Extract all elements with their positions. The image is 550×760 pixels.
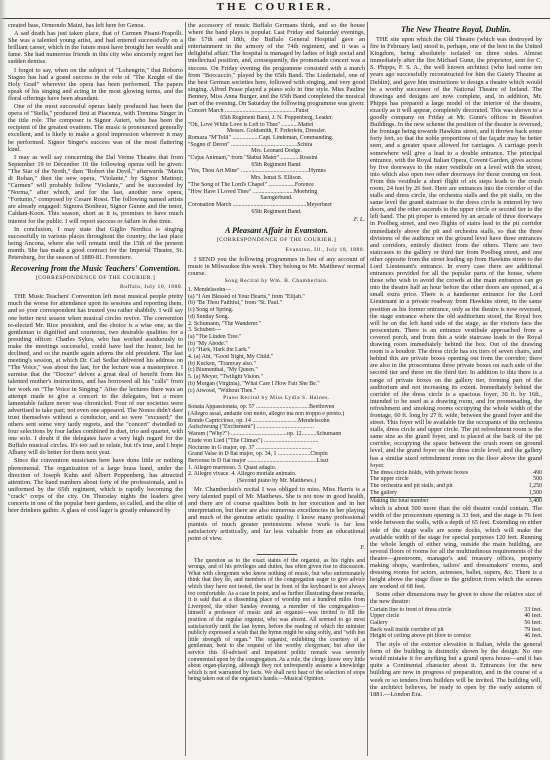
dimension-value: 79 feet. [524, 626, 542, 633]
dimensions-table [370, 607, 542, 641]
mid-para-0: the accessory of music Buffalo Germans think, and so the house where the band plays is popular. Last Friday and Saturday evenings, the 17th and 18th, the Buffalo General Hospital gave an entertainment in the armory of the 74th regiment, and it was a delightful affair. The hospital is managed by ladies of high social and intellectual position, and, consequently, the promenade concert was a success. On Friday evening the programme consisted with a march from "Boccaccio," played by the 65th Band. The Liedertafel, one of the best German societies here, followed with singing, and very good singing. Alfred Pease played a piano solo in fine style. Miss Pauline Benney, Miss Anna Burger, and the 65th Band completed the musical part of the evening. On Saturday the following programme was given: [188, 22, 365, 108]
left-para-2: I forgot to say, when on the subject of "Lohengrin," that Roberto Stagno has had a grand success in the role of "The Knight of the Holy Grail" wherever the opera has been performed. The papers speak of his singing and acting in the most glowing terms, and the floral offerings have been abundant. [8, 66, 183, 102]
capacity-total [370, 497, 542, 505]
signature: F. [360, 543, 365, 551]
divider [257, 554, 297, 555]
capacity-label: The dress circle holds, with private boxes [370, 469, 468, 476]
recital-item: (c) Atwood, "Without Thee." [188, 387, 257, 394]
recital-item: (b) Morgan (Virginia), "What Care I How Fair She Be." [188, 380, 320, 387]
piano-item: Rondo Capriccioso, op. 14 ...............................Mendelssohn [188, 417, 330, 424]
capacity-row [370, 490, 542, 497]
theatre-para-2: which is about 500 more than the old theatre could contain. The width of the proscenium opening is 33 feet, and the stage is 76 feet wide between the walls, with a depth of 65 feet. Extending on either side of the stage walls are scene docks, which will make the available width of the stage for special purposes 120 feet. Running the whole length of either wing, outside the main building, are several floors of rooms for all the multitudinous requirements of the theatre—greenroom, manager's and treasury offices, property making shops, wardrobes, tailors' and dressmakers' rooms, and dressing rooms for actors, actresses, ballet, supers, &c. There is a height above the stage floor to the gridiron from which the scenes are worked of 68 feet. [370, 505, 542, 591]
piano-list [188, 404, 365, 484]
programme-list [188, 108, 365, 215]
programme-item: Saengerbund. [260, 195, 293, 202]
left-para-4: I may as well say concerning the Dal Verme Theatre that from September 19 to December 10 the following operas will be given: "The Star of the North," then "Robert the Devil," afterwards "Maria di Rohan," then the new opera, "Violante," by Signor Mattoni; "Carmen" will probably follow "Violante," and be succeeded by "Norma," after which, and for the last, another new opera, "Fortunio," composed by Cesare Rossi. The following named artists are already engaged: Signora Bonheur, Signor Gunne and the tenor, Caldani-Koon. This season, short as it is, promises to have much interest for the public. I will report success or failure in due time. [8, 153, 183, 225]
dimension-label: Back wall inside corridor of pit [370, 626, 444, 633]
programme-item: Romaza "M'Tolli" ..................Capt. Lindeman, Commanding. [188, 134, 334, 141]
piano-item: Warum ("Why?") ......................................op. 12..........Schumann [188, 431, 342, 438]
capacity-value: 1,500 [528, 489, 542, 496]
signature: F. L. [353, 216, 365, 224]
piano-item: Etude von Lied ("The Climax") ..................................... [188, 437, 319, 444]
capacity-value: 490 [533, 469, 542, 476]
music-para-1: Since the convention musicians here have done little or nothing phenomenal. The organization of a large brass band, under the direction of Joseph Kuhn and Albert Poppenberg, has attracted attention. The band numbers about forty of the professionals, and is uniformed by the 65th regiment, which is rapidly becoming the "crack" corps of the city. On Thursday nights the leaders give concerts in one of the popular beer gardens, so called, and the elite of beer drinkers gather. A glass of cool lager is greatly enhanced by [8, 457, 183, 515]
recital-item: (d) Sunday Song. [188, 313, 230, 320]
heading-evanston: A Pleasant Affair in Evanston. [224, 226, 329, 236]
piano-item: Sonata Appassionata, op. 57 ....................................Beethoven [188, 404, 335, 411]
programme-item: 65th Regiment Band, J. N. Poppenberg, Leader. [220, 114, 333, 121]
recital-list [188, 287, 365, 394]
recital-item: (c) Song of Spring. [188, 307, 234, 314]
dimension-value: 33 feet. [524, 606, 542, 613]
heading-theatre-royal: The New Theatre Royal, Dublin. [400, 25, 512, 34]
dimension-value: 56 feet. [524, 619, 542, 626]
theatre-para-3: Some other dimensions may be given to show the relative size of the new theatre: [370, 591, 542, 606]
recital-item: 1. Mendelssohn— [188, 287, 232, 294]
capacity-value: 3,400 [528, 497, 542, 504]
correspondence-label: [CORRESPONDENCE OF THE COURIER.] [35, 275, 156, 282]
piano-recital-title: Piano Recital by Miss Lydia S. Haines. [223, 395, 330, 402]
column-right [370, 22, 542, 756]
programme-item: 65th Regiment Band. [251, 161, 302, 168]
column-left [8, 22, 183, 756]
recital-item: (c) Blumenthal, "My Queen." [188, 367, 258, 374]
programme-item: "Sogno d' Deron" .............................................Schira [188, 141, 313, 148]
binding-shadow [0, 0, 6, 760]
programme-item: Coronation March ..................................................Meyerbeer [188, 201, 332, 208]
evanston-intro: I SEND you the following programmes in lieu of any account of music in Milwaukee this week. They belong to Mr. Matthews' normal course. [188, 255, 365, 277]
piano-item: Nocturne in G major, op. 37 ...................................... [188, 444, 312, 451]
recital-item: (b) "My Abode." [188, 340, 228, 347]
left-para-5: In conclusion, I may state that Giglio Nordica is singing successfully in various places throughout the country, the last place being Ancona, where she will remain until the 15th of the present month. She has made a good contract for the Imperial Theatre, St. Petersburg, for the season of 1880-81. Forestiere. [8, 225, 183, 261]
evanston-closing: Mr. Chamberlain's recital I was obliged to miss. Miss Harris is a very talented pupil of Mr. Matthews. She is not now in good health, and there are of course qualities both in her execution and in her interpretation, but there are also numerous excellencies in her playing and much of the genuine artistic quality. I know many professional pianists of much greater pretensions whose work is far less satisfactory artistically, and far less valuable from an educational point of view. [188, 485, 365, 543]
heading-music-teachers: Recovering from the Music Teachers' Convention. [10, 264, 181, 274]
programme-item: "Cujus Animam," from "Stabat Mater" .............Rossini [188, 155, 318, 162]
column-rule-2 [367, 22, 368, 756]
dateline: Buffalo, July 10, 1880. [120, 284, 183, 291]
dimension-row [370, 633, 542, 640]
recital-item: (a) "The Linden Tree." [188, 333, 242, 340]
dimension-label: Gallery [370, 619, 388, 626]
column-middle [188, 22, 365, 756]
dimension-label: Curtain line to front of dress circle [370, 606, 452, 613]
piano-item: 1. Allegro marmoso. 3. Quasi adagio. [188, 464, 277, 471]
piano-item: Aufschwung ("Excitement") ....................................... [188, 424, 315, 431]
capacity-row [370, 483, 542, 490]
left-para-0: created bass, Ormondo Maini, has left here for Genoa. [8, 22, 145, 29]
dimension-row [370, 613, 542, 620]
dimension-row [370, 607, 542, 614]
theatre-para-4: The style of the exterior elevation is Italian, while the general form of the building is distinctly shown by the design. No one would mistake it for anything but a grand opera house—and it has quite a Continental character about it. Entrances for the new building are now in progress of preparation, and in the course of a week or so tenders from builders will be invited. The building will, the architect believes, be ready to open by the early autumn of 1881.—London Era. [370, 641, 542, 698]
programme-item: Concert March ................................................Faust [188, 108, 309, 115]
theatre-para-0: THE site upon which the Old Theatre (which was destroyed by fire in February last) stood is, perhaps, one of the best in the United Kingdom, being absolutely isolated on three sides. Almost immediately after the fire Michael Gunn, the proprietor, sent for C. S. Phipps, F. S. A., the well known architect (who had some ten years ago successfully reconstructed for him the Gaiety Theatre at Dublin), and gave him instructions to design a theatre which would be a worthy successor of the National Theatre of Ireland. The drawings and designs are now complete, and, in addition, Mr. Phipps has prepared a large model of the interior of the theatre, exactly as it will appear, completely decorated. This was shown to a goodly company on Friday at Mr. Gunn's offices in Beaufort Buildings. In the new scheme the position of the theatre is reversed, the frontage being towards Hawkins street, and it thrown back some forty feet, so that the noble proportions of the façade may be better seen, and a greater space allowed for carriages. A carriage porch somewhere will give a lead to a double entrance. The principal entrance, with the Royal Italian Opera, Covent Garden, gives access by five doorways to the outer vestibule on a level with the street, into which also open two other doorways for those coming on foot. From this vestibule a short flight of six steps leads to the crush room, 24 feet by 26 feet. Here are entrances into the corridor of the stalls and dress circle, the orchestra stalls and the pit stalls, on the same level the grand staircase to the dress circle is entered by two doors, and the other ascends to the upper circle or second tier to the left hand. The pit proper is entered by an arcade of three doorways in Poolbeg street, and two flights of stairs lead to the pit corridor immediately above the pit and orchestra stalls, so that the three divisions of the audience on the ground level have three entrances and corridors, entirely distinct from the others. There are two staircases to the gallery or third tier from Poolbeg street, and one other opposite from the street leading up from Hawkins street to the Lord Lieutenant's entrance. In every case there are additional entrances provided for all the popular parts of the house, where those who wish to avoid the crowds at the main entrances can go into the theatre half an hour before the other doors are opened, at a small extra price. There is a handsome entrance for the Lord Lieutenant in a private roadway from Hawkins street, in the same position as his former entrance, only as the theatre is now reversed, the stage entrance where the old auditorium stood, the Royal box will be on the left hand side of the stage, as the visitors face the proscenium. There is an entrance vestibule approached from a covered porch, and from this a wide staircase leads to the Royal drawing room immediately behind the box. Out of the drawing room is a boudoir. The dress circle has six tiers of seven chairs, and behind this are private boxes opening out from the corridor; there are also in the prosceniums three private boxes on each side of the second tier and three on the third tier. In addition to this there is a range of private boxes on the gallery tier, forming part of the auditorium and not increasing its extent. Immediately behind the corridor of the dress circle is a spacious foyer, 30 ft. by 16ft., intended to be used as a drawing room, and for promenading, the refreshment and smoking rooms occupying the whole width of the frontage, 60 ft. long by 27 ft. wide, between the grand foyer and the street. This foyer will be available for the occupants of the orchestra stalls, dress circle and upper circle. The pit refreshment room is the same size as the grand foyer, and is placed at the back of the pit corridor, occupying the space between the crush room on ground level, and the grand foyer on the dress circle level; and the gallery has a similar sized refreshment room on the floor above the grand foyer. [370, 36, 542, 469]
programme-item: Mrs. Leonard Dodge. [251, 148, 302, 155]
piano-item: Berceuse in D flat major ...............................................Liszt [188, 458, 329, 464]
capacity-value: 500 [533, 476, 542, 483]
piano-item: (Second piano by Mr. Matthews.) [236, 478, 317, 485]
music-para-0: THE Music Teachers' Convention left most musical people pretty much the worse for attendance upon its sessions and reporting them, and so your correspondent has trusted you rather shabbily. I will say one better next season when musical circles revive. The convention re-elected Mr. Rice president, and the choice is a wise one, as the gentleman is dignified and courteous, two desirable qualities for a presiding officer. Charles Sykes, who has worked assiduously to make the meetings successful, could have had the honor, but he declined, and so the mantle again adorns the old president. The last meeting's session, at which Dr. Carl Sedlar delivered his address on "The Voice," was about the last, for the lecture was a masterpiece. I surmise that the "Doctor" delves a great deal of benefit from his talented mother's instructions, and has borrowed all his "calls" from her work on "The Voice in Singing." After the lectures there was an attempt made to give a concert to the delegates, but a more lamentable failure never was chronicled. Four of our societies were advertised to take part; not even one appeared. The Nonos didn't dare trust themselves without a conductor, and so were "excused;" the others sent some very tardy regrets, and the "concert" dwindled to four selections by four ladies combined in duet, trio and quartet, with one solo. I doubt if the delegates have a very high regard for the Buffalo musical circles. It's too sad to relate, but it's true, and I hope Albany will do better for them next year. [8, 293, 183, 457]
column-rule-1 [185, 22, 186, 756]
piano-item: (Allegro assai, andante con moto, allegro ma non troppo e presto.) [188, 411, 345, 418]
programme-item: "Yes, Thou Art Mine" ..............................................Hymns [188, 168, 326, 175]
recital-item: 5. (a) Meyer, "Twilight Vision." [188, 374, 263, 381]
dimension-label: Height of ceiling above pit floor to cornice [370, 633, 471, 640]
capacity-label: Making the total number [370, 497, 429, 504]
programme-item: Messrs. Goldsmith, F. Federlein, Dressler. [226, 128, 327, 135]
piano-item: 2. Allegro vivace. 4. Allegro moriale animato. [188, 471, 297, 478]
recital-item: (a) "I Am Blessed of Your Hearts," from "Elijah." [188, 293, 305, 300]
programme-item: "How Have I Loved Thee" ............................Moehring [188, 188, 318, 195]
capacity-row [370, 476, 542, 483]
recital-item: (c) "Hark, Hark the Lark." [188, 347, 251, 354]
programme-item: Mrs. Ismat S. Ellison. [250, 175, 303, 182]
programme-item: 65th Regiment Band. [251, 208, 302, 215]
recital-title: Song Recital by Wm. B. Chamberlain. [224, 277, 329, 284]
capacity-table [370, 470, 542, 505]
dimension-value: 40 feet. [524, 613, 542, 620]
capacity-value: 1,250 [528, 483, 542, 490]
recital-item: (b) "Be Thou Faithful," from "St. Paul." [188, 300, 283, 307]
capacity-label: The gallery [370, 489, 397, 496]
capacity-label: The upper circle [370, 476, 409, 483]
programme-item: "Oh, Love While Love is Left to Thee" ...........Mattei [188, 121, 314, 128]
piano-item: Grand Valse in D flat major, op. 34, 1 ......................Chopin [188, 451, 328, 458]
dimension-row [370, 627, 542, 634]
left-para-1: A sad death has just taken place, that of Carmen Pisani-Frapolli. She was a talented young artist, and had entered successfully on a brilliant career, which in the future must have brought her wealth and fame. She had numerous friends in this city who sincerely regret her sudden demise. [8, 30, 183, 66]
programme-item: "The Song of The Lord's Chapel" ..................Forence [188, 181, 314, 188]
left-para-3: One of the most successful operas lately produced has been the opera of "Stella," produced first at Piacenza, with Tremina Singer in the title role. The composer is Signor Auteri, who has been the recipient of the greatest ovations. The music is pronounced generally excellent, and is likely to make a good impression wherever it may be performed. Signor Singer's success was of the most flattering kind. [8, 103, 183, 153]
recital-item: (b) Kucken, "Tramvay also." [188, 360, 256, 367]
recital-item: 3. Schubert— [188, 327, 221, 334]
organist-article: The question as to the exact status of the organist, as his rights and wrongs, and of his privileges and duties, has often given rise to discussion. What with clergymen who know nothing of music, but who unfortunately think that they do, and members of the congregation eager to give advice which they have not tested, the seat in front of the keyboard is not always too comfortable. As a case in point, and as further illustrating these remarks, it is said that at a dissenting place of worship not a hundred miles from Liverpool, the other Sunday evening, a member of the congregation—himself a professor of music and an organist—was invited to fill the position of the regular organist, who was absent. All seemed to go most satisfactorily until the last hymn, before the reading of which the minister publicly expressed a wish that the hymn might be sung softly, and "with but little strength of organ." The organist, exhibiting the courtesy of a gentleman, bent to the request of the worthy clergyman; but after the service this ill-advised and impatient politic remark was severely commented upon by the congregation. As a rule, the clergy know very little about organ-playing, although they not unfrequently assume a knowledge which is not warranted by facts. We shall next hear of the selection of stops being taken out of the organist's hands.—Musical Opinion. [188, 557, 365, 683]
dateline: Evanston, Ill., July 18, 1880. [285, 246, 365, 253]
capacity-label: The orchestra and pit stalls, and pit [370, 483, 453, 490]
dimension-value: 46 feet. [524, 633, 542, 640]
recital-item: 4. (a) Abt, "Good Night, My Child." [188, 354, 274, 361]
dimension-row [370, 620, 542, 627]
correspondence-label: [CORRESPONDENCE OF THE COURIER.] [216, 237, 337, 244]
masthead-title: THE COURIER. [216, 1, 334, 13]
dimension-label: Upper circle [370, 613, 400, 620]
recital-item: 2. Schumann, "The Wanderer." [188, 320, 261, 327]
capacity-row [370, 470, 542, 477]
masthead [0, 0, 550, 19]
